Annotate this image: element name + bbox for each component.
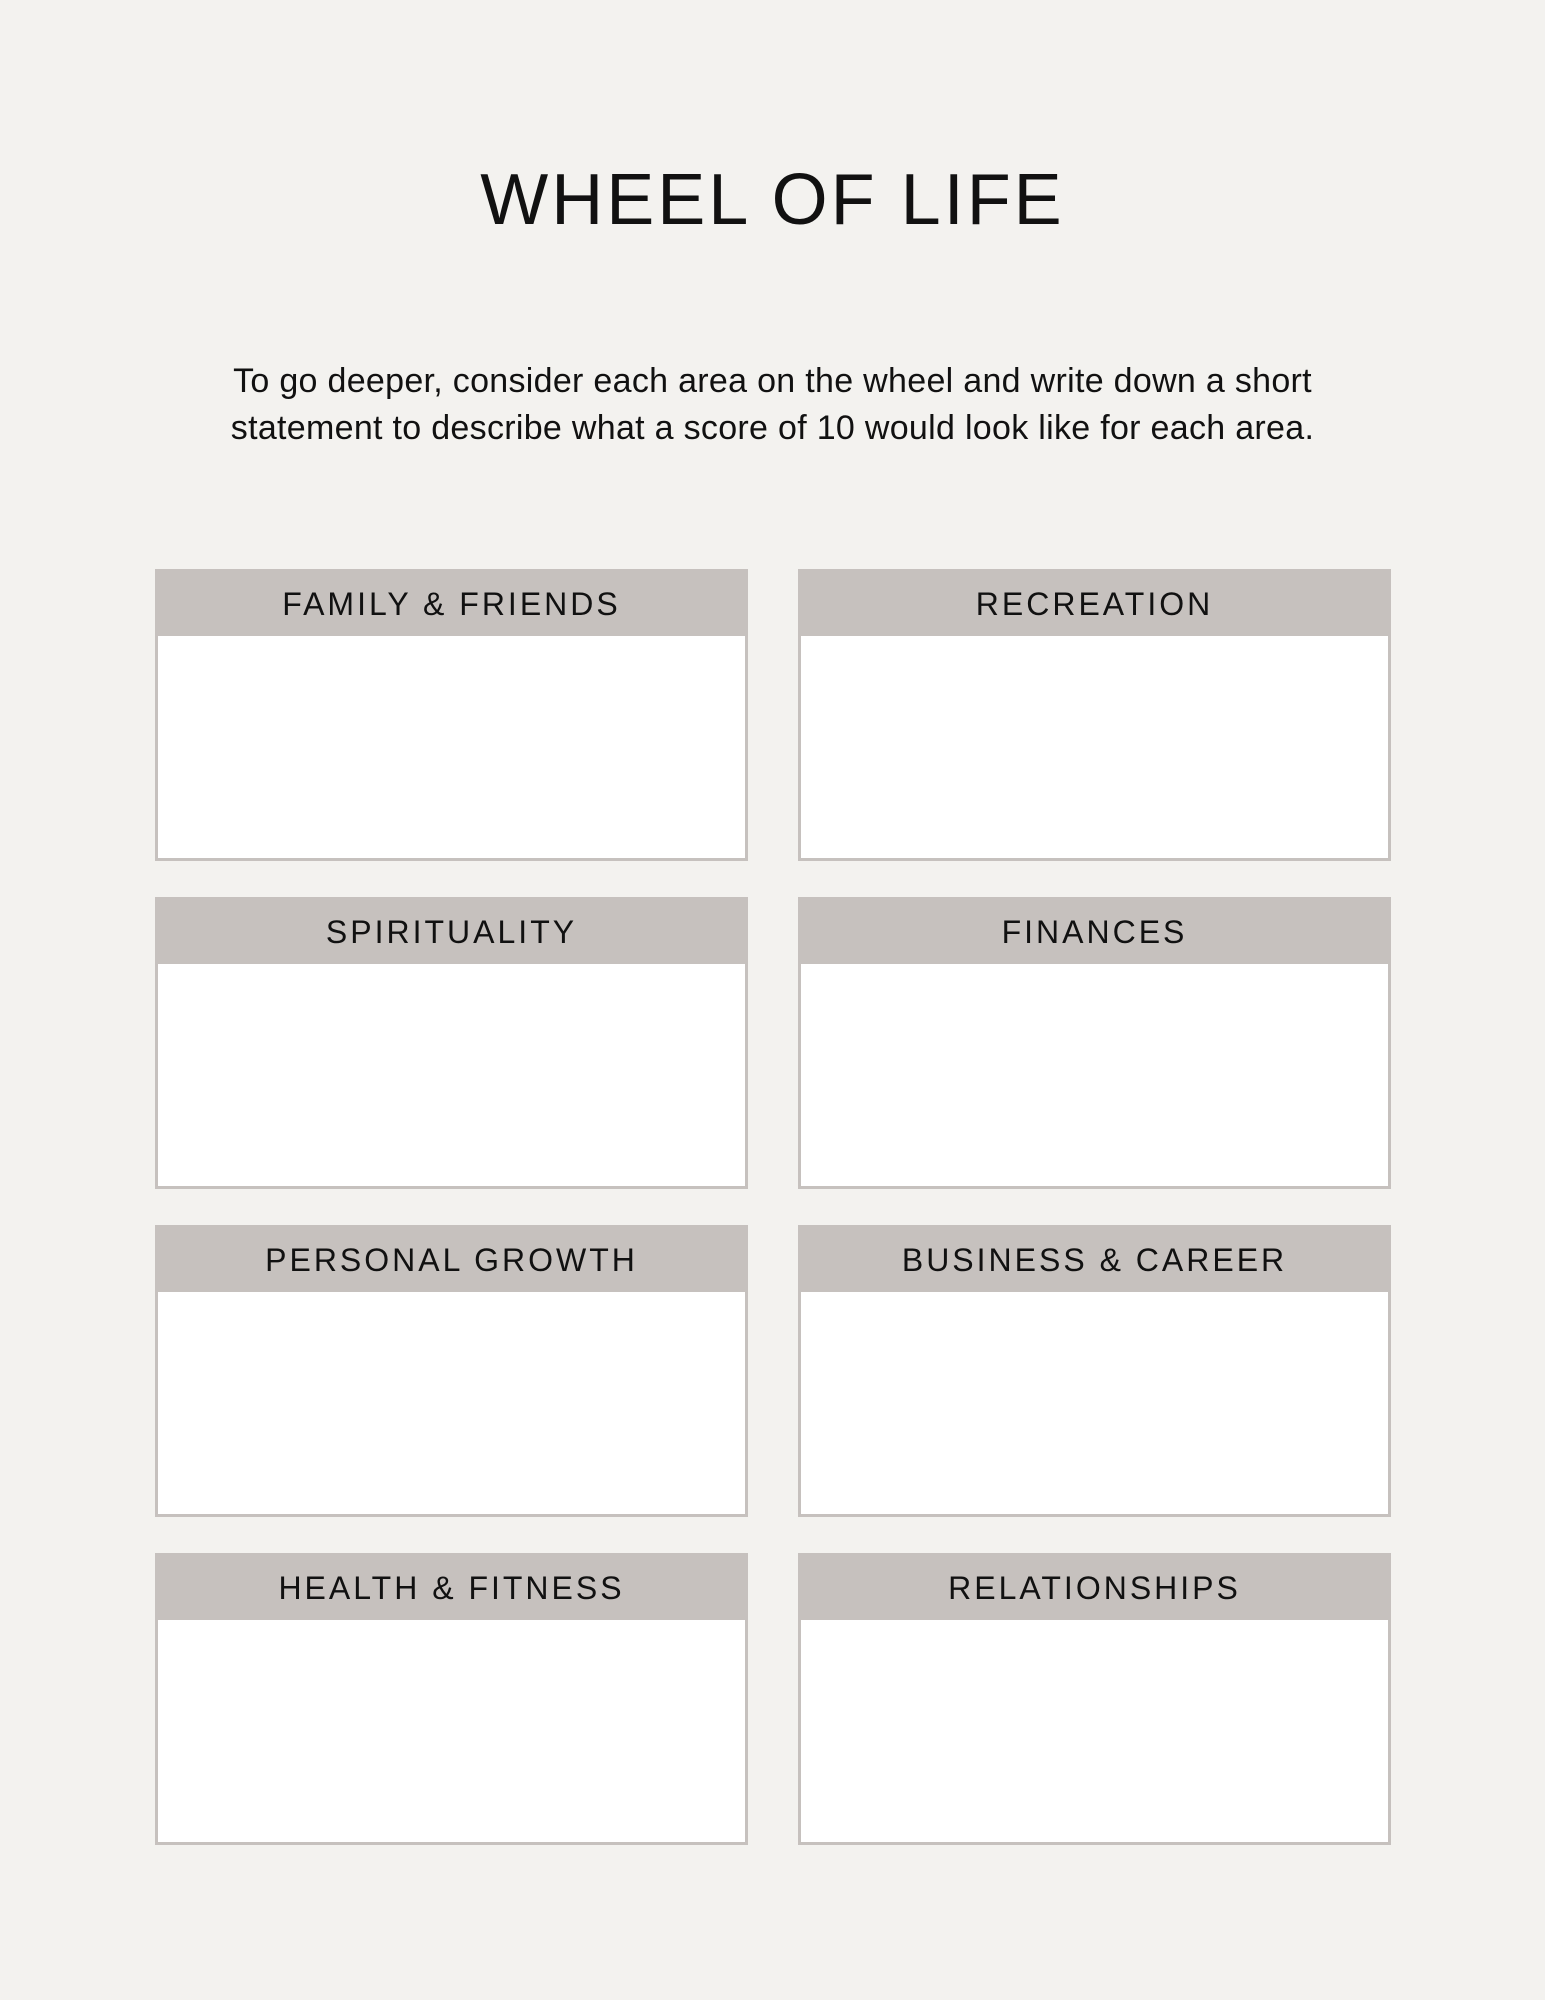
area-card-header: FAMILY & FRIENDS: [158, 572, 745, 636]
area-card-header: HEALTH & FITNESS: [158, 1556, 745, 1620]
page-title: WHEEL OF LIFE: [480, 160, 1065, 240]
intro-line-2: statement to describe what a score of 10 would look like for each area.: [230, 409, 1315, 447]
area-card-header: RECREATION: [801, 572, 1388, 636]
area-card-writing-box[interactable]: [801, 964, 1388, 1186]
intro-text: [140, 358, 1405, 452]
area-card-spirituality: [155, 897, 748, 1189]
area-card-business-career: [798, 1225, 1391, 1517]
area-card-writing-box[interactable]: [801, 1620, 1388, 1842]
area-card-health-fitness: [155, 1553, 748, 1845]
area-card-relationships: [798, 1553, 1391, 1845]
area-card-writing-box[interactable]: [158, 964, 745, 1186]
area-card-header: BUSINESS & CAREER: [801, 1228, 1388, 1292]
area-card-writing-box[interactable]: [158, 1292, 745, 1514]
area-card-finances: [798, 897, 1391, 1189]
area-card-family-friends: [155, 569, 748, 861]
area-card-recreation: [798, 569, 1391, 861]
area-card-writing-box[interactable]: [158, 636, 745, 858]
area-card-personal-growth: [155, 1225, 748, 1517]
area-card-header: RELATIONSHIPS: [801, 1556, 1388, 1620]
area-card-writing-box[interactable]: [158, 1620, 745, 1842]
intro-line-1: To go deeper, consider each area on the wheel and write down a short: [233, 362, 1312, 400]
area-card-header: FINANCES: [801, 900, 1388, 964]
area-card-writing-box[interactable]: [801, 1292, 1388, 1514]
area-card-header: SPIRITUALITY: [158, 900, 745, 964]
area-card-header: PERSONAL GROWTH: [158, 1228, 745, 1292]
area-card-grid: [155, 569, 1391, 1845]
area-card-writing-box[interactable]: [801, 636, 1388, 858]
